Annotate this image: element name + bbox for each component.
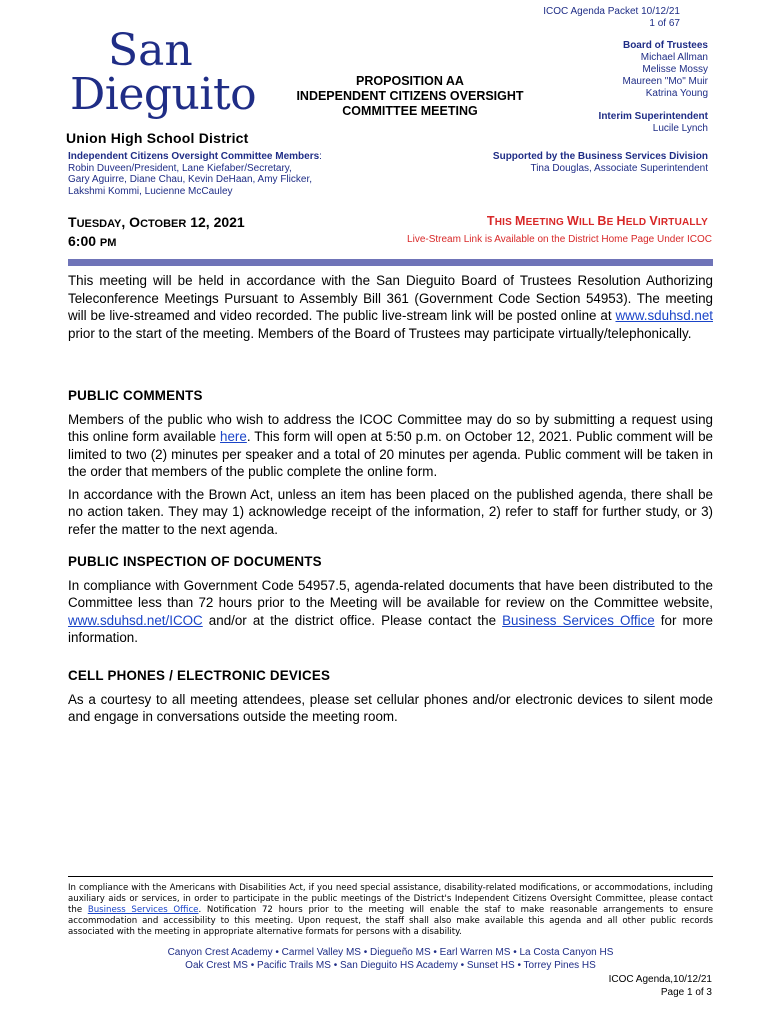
logo-district: Union High School District — [66, 130, 249, 146]
intro-text: This meeting will be held in accordance with the San Dieguito Board of Trustees Resolution Authorizing Teleconference Meetings Pursuant to Assembly Bill 361 (Government Code Section 54953). The meeting will be live-streamed and video recorded. The public live-stream link will be posted online at — [68, 273, 713, 323]
support-division — [408, 151, 708, 175]
virtual-part: V — [649, 214, 658, 228]
logo-san: San — [108, 25, 193, 76]
board-member: Michael Allman — [640, 52, 708, 63]
livestream-note: Live-Stream Link is Available on the District Home Page Under ICOC — [407, 234, 712, 245]
board-heading: Board of Trustees — [622, 40, 708, 51]
phones-heading: CELL PHONES / ELECTRONIC DEVICES — [68, 668, 331, 683]
meeting-date — [68, 214, 245, 252]
virtual-notice — [348, 214, 708, 228]
online-form-link[interactable]: here — [220, 429, 247, 444]
intro-paragraph — [68, 272, 713, 342]
intro-text: prior to the start of the meeting. Members of the Board of Trustees may participate virtually/telephonically. — [68, 325, 692, 341]
schools-line-2: Oak Crest MS • Pacific Trails MS • San Dieguito HS Academy • Sunset HS • Torrey Pines HS — [185, 959, 596, 971]
footer-agenda: ICOC Agenda,10/12/21 — [608, 974, 712, 985]
inspection-text: In compliance with Government Code 54957.5, agenda-related documents that have been distributed to the Committee less than 72 hours prior to the Meeting will be available for review on the Committee website, — [68, 577, 713, 610]
meeting-time: 6:00 — [68, 233, 100, 249]
date-part: UESDAY — [76, 218, 122, 230]
date-part: 12, 2021 — [186, 214, 245, 230]
ada-text: . Notification 72 hours prior to the meeting will enable the staf to make reasonable arrangements to ensure accommodation and accessibility to this meeting. Upon request, the staff shall also make available this agenda and all other public records associated with the meeting in appropriate alternative formats for persons with a disability. — [68, 905, 714, 937]
ada-text: In compliance with the Americans with Disabilities Act, if you need special assistance, disability-related modifications, or accommodations, including auxiliary aids or services, in order to participate in the public meetings of the District's Independent Citizens Oversight Committee, please contact the — [68, 883, 713, 915]
virtual-part: H — [616, 214, 626, 228]
superintendent-heading: Interim Superintendent — [598, 111, 708, 122]
inspection-text: for more information. — [68, 612, 714, 645]
intro-section — [68, 272, 713, 342]
schools-list — [68, 947, 713, 972]
packet-info — [480, 6, 680, 30]
superintendent-name: Lucile Lynch — [652, 123, 708, 134]
superintendent — [508, 111, 708, 135]
logo-dieguito: Dieguito — [70, 69, 257, 120]
title-line-2: INDEPENDENT CITIZENS OVERSIGHT — [296, 89, 524, 103]
committee-line-2: Gary Aguirre, Diane Chau, Kevin DeHaan, Amy Flicker, — [68, 174, 312, 185]
public-comments-heading: PUBLIC COMMENTS — [68, 388, 203, 403]
title-line-3: COMMITTEE MEETING — [342, 104, 478, 118]
committee-colon: : — [319, 151, 322, 162]
inspection-section — [68, 553, 713, 647]
public-comments-section — [68, 387, 713, 538]
committee-members — [68, 151, 398, 197]
phones-paragraph: As a courtesy to all meeting attendees, please set cellular phones and/or electronic devices to silent mode and engage in conversations outside the meeting room. — [68, 691, 713, 724]
virtual-part: B — [597, 214, 607, 228]
title-line-1: PROPOSITION AA — [356, 74, 464, 88]
board-of-trustees — [508, 40, 708, 100]
packet-page: 1 of 67 — [649, 18, 680, 29]
footer-rule — [68, 876, 713, 877]
public-comments-paragraph-1 — [68, 411, 713, 481]
committee-line-3: Lakshmi Kommi, Lucienne McCauley — [68, 185, 233, 197]
ada-business-services-link[interactable]: Business Services Office — [87, 905, 199, 915]
board-member: Melisse Mossy — [642, 64, 708, 75]
inspection-paragraph — [68, 577, 713, 647]
virtual-part: IRTUALLY — [657, 217, 708, 228]
page-footer — [512, 974, 712, 999]
virtual-part: ELD — [625, 217, 650, 228]
virtual-part: W — [567, 214, 579, 228]
schools-line-1: Canyon Crest Academy • Carmel Valley MS • Diegueño MS • Earl Warren MS • La Costa Canyon HS — [167, 947, 614, 958]
public-comments-text: . This form will open at 5:50 p.m. on October 12, 2021. Public comment will be limited to two (2) minutes per speaker and a total of 20 minutes per agenda. Public comment will be taken in the order that members of the public complete the online form. — [68, 429, 713, 479]
virtual-part: ILL — [579, 217, 598, 228]
virtual-part: M — [514, 214, 526, 228]
ada-notice — [68, 883, 713, 938]
public-comments-paragraph-2: In accordance with the Brown Act, unless an item has been placed on the published agenda, there shall be no action taken. They may 1) acknowledge receipt of the information, 2) refer to staff for further study, or 3) refer the matter to the next agenda. — [68, 486, 713, 537]
committee-heading: Independent Citizens Oversight Committee Members — [68, 151, 320, 162]
business-services-link[interactable]: Business Services Office — [502, 612, 655, 628]
divider-bar — [68, 259, 713, 266]
support-name: Tina Douglas, Associate Superintendent — [530, 163, 708, 174]
packet-title: ICOC Agenda Packet 10/12/21 — [543, 6, 680, 17]
virtual-part: T — [486, 214, 495, 228]
virtual-part: HIS — [494, 217, 515, 228]
virtual-part: E — [606, 217, 617, 228]
virtual-part: EETING — [525, 217, 567, 228]
date-part: , O — [121, 214, 141, 230]
board-member: Maureen "Mo" Muir — [622, 76, 708, 87]
public-comments-text: Members of the public who wish to address the ICOC Committee may do so by submitting a request using this online form available — [68, 411, 713, 444]
phones-section — [68, 667, 713, 726]
board-member: Katrina Young — [645, 88, 708, 99]
meeting-time-suffix: PM — [99, 237, 117, 249]
committee-line-1: Robin Duveen/President, Lane Kiefaber/Secretary, — [68, 162, 292, 174]
support-heading: Supported by the Business Services Division — [492, 151, 708, 162]
date-part: T — [68, 214, 77, 230]
date-part: CTOBER — [140, 218, 187, 230]
sduhsd-link[interactable]: www.sduhsd.net — [615, 308, 713, 323]
inspection-text: and/or at the district office. Please contact the — [202, 612, 503, 628]
footer-page: Page 1 of 3 — [660, 986, 712, 998]
icoc-website-link[interactable]: www.sduhsd.net/ICOC — [68, 612, 203, 628]
inspection-heading: PUBLIC INSPECTION OF DOCUMENTS — [68, 554, 322, 569]
